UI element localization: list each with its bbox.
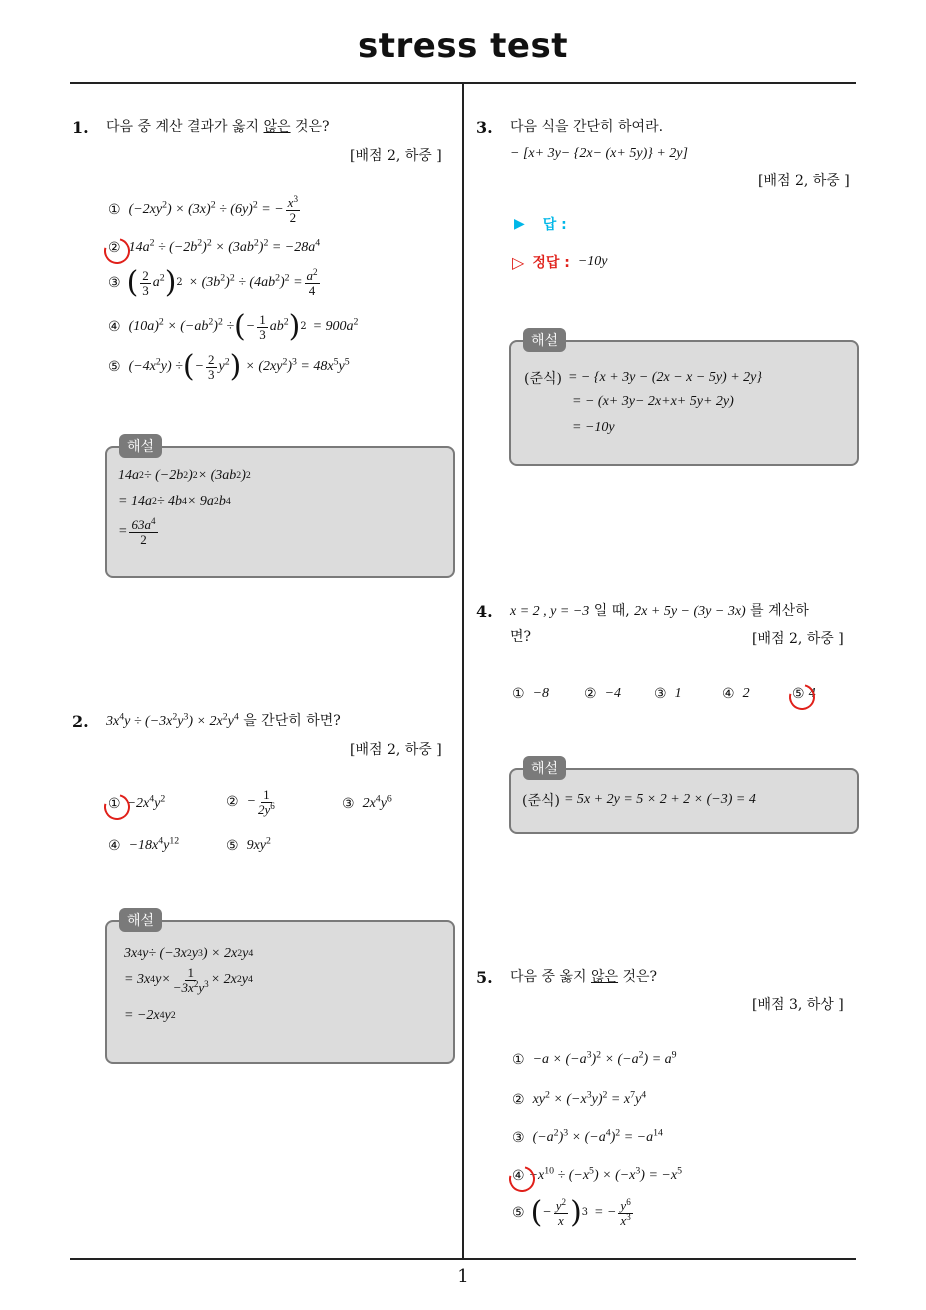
column-divider [462, 84, 464, 1258]
option-item[interactable]: ⑤ 4 [792, 686, 816, 702]
option-item[interactable]: ① $-2x^4y^2$ [108, 793, 166, 812]
solution-line: = 14 a 2 ÷ 4 b 4 × 9 a 2 b 4 [118, 494, 231, 509]
option-item[interactable]: ① −8 [512, 686, 550, 702]
question-expression: − [ x + 3 y − {2 x − ( x + 5 y )} + 2 y ] [510, 146, 688, 161]
question-number: 4. [476, 602, 493, 621]
page-number: 1 [457, 1266, 469, 1287]
solution-line: = −2 x 4 y 2 [124, 1008, 176, 1023]
solution-line: = −10 y [572, 420, 615, 435]
bottom-rule [70, 1258, 856, 1260]
outline-arrow-icon: ▷ [512, 252, 525, 272]
option-item[interactable]: ② − $\frac{1}{2y^6}$ [226, 787, 275, 817]
option-item[interactable]: ③ $2x^4y^6$ [342, 793, 392, 812]
question-number: 3. [476, 118, 493, 137]
play-arrow-icon: ▶ [514, 216, 525, 232]
option-item[interactable]: ⑤ ( − $\frac{y^2}{x}$ ) 3 = − $\frac{y^6}{x^3}$ [512, 1195, 631, 1230]
solution-line: (준식) = − {x + 3y − (2x − x − 5y) + 2y} [524, 370, 762, 387]
option-item[interactable]: ② −4 [584, 686, 622, 702]
question-number: 1. [72, 118, 89, 137]
solution-line: = $\frac{63a^4}{2}$ [118, 516, 156, 547]
option-item[interactable]: ③ $(-a^2)^3 \times (-a^4)^2 = -a^{14}$ [512, 1127, 663, 1146]
solution-line: 14 a 2 ÷ (−2 b 2 ) 2 × (3 ab 2 ) 2 [118, 468, 251, 483]
answer-circle-mark [99, 789, 135, 825]
question-text: 다음 식을 간단히 하여라. [510, 119, 664, 135]
question-score: [배점 2, 하중 ] [758, 173, 850, 189]
question-text: 다음 중 옳지 않은 것은? [510, 969, 658, 985]
solution-line: = − ( x + 3 y − 2 x + x + 5 y + 2 y ) [572, 394, 734, 409]
question-score: [배점 2, 하중 ] [350, 148, 442, 164]
question-text: x = 2 , y = −3 일 때, 2x + 5y − (3y − 3x) 를 계산하 [510, 603, 809, 619]
correct-answer-row: ▷ 정답 : −10y [512, 252, 608, 272]
solution-box [105, 446, 455, 578]
question-score: [배점 3, 하상 ] [752, 997, 844, 1013]
question-score: [배점 2, 하중 ] [752, 631, 844, 647]
solution-tag: 해설 [523, 756, 566, 780]
option-item[interactable]: ① $(-2xy^2) \times (3x)^2 \div (6y)^2$ = − $\frac{x^3}{2}$ [108, 194, 298, 225]
solution-line: 3 x 4 y ÷ (−3 x 2 y 3 ) × 2 x 2 y 4 [124, 946, 254, 961]
option-item[interactable]: ④ $-x^{10} \div (-x^5) \times (-x^3) = -x^5$ [512, 1165, 682, 1184]
option-item[interactable]: ③ 1 [654, 686, 682, 702]
solution-line: (준식) = 5x + 2y = 5 × 2 + 2 × (−3) = 4 [522, 792, 756, 809]
option-item[interactable]: ④ $(10a)^2 \times (-ab^2)^2$ ÷ ( − $\frac{1}{3}$ $ab^2$ ) 2 = $900a^2$ [108, 309, 359, 344]
option-item[interactable]: ① $-a \times (-a^3)^2 \times (-a^2) = a^9$ [512, 1049, 677, 1068]
page-title: stress test [358, 26, 568, 66]
question-number: 5. [476, 968, 493, 987]
option-item[interactable]: ⑤ $(-4x^2y)$ ÷ ( − $\frac{2}{3}$ $y^2$ ) × $(2xy^2)^3 = 48x^5y^5$ [108, 349, 350, 384]
option-item[interactable]: ③ ( $\frac{2}{3}$ $a^2$ ) 2 × $(3b^2)^2 \div (4ab^2)^2$ = $\frac{a^2}{4}$ [108, 265, 318, 300]
question-text-cont: 면? [510, 629, 532, 645]
answer-circle-mark [99, 233, 135, 269]
solution-tag: 해설 [119, 908, 162, 932]
option-item[interactable]: ⑤ $9xy^2$ [226, 835, 271, 854]
question-text: $3x^4y \div (-3x^2y^3) \times 2x^2y^4$ 을 간단히 하면? [106, 711, 341, 729]
option-item[interactable]: ④ $-18x^4y^{12}$ [108, 835, 180, 854]
answer-circle-mark [504, 1161, 540, 1197]
solution-tag: 해설 [523, 328, 566, 352]
question-number: 2. [72, 712, 89, 731]
answer-row: ▶ 답 : [514, 216, 567, 233]
option-item[interactable]: ② $14a^2 \div (-2b^2)^2 \times (3ab^2)^2 = -28a^4$ [108, 237, 321, 256]
option-item[interactable]: ② $xy^2 \times (-x^3y)^2 = x^7y^4$ [512, 1089, 647, 1108]
option-item[interactable]: ④ 2 [722, 686, 750, 702]
answer-circle-mark [784, 679, 820, 715]
solution-line: = 3 x 4 y × $\frac{1}{-3x^2y^3}$ × 2 x 2 y 4 [124, 965, 253, 995]
solution-tag: 해설 [119, 434, 162, 458]
question-text: 다음 중 계산 결과가 옳지 않은 것은? [106, 119, 330, 135]
question-score: [배점 2, 하중 ] [350, 742, 442, 758]
